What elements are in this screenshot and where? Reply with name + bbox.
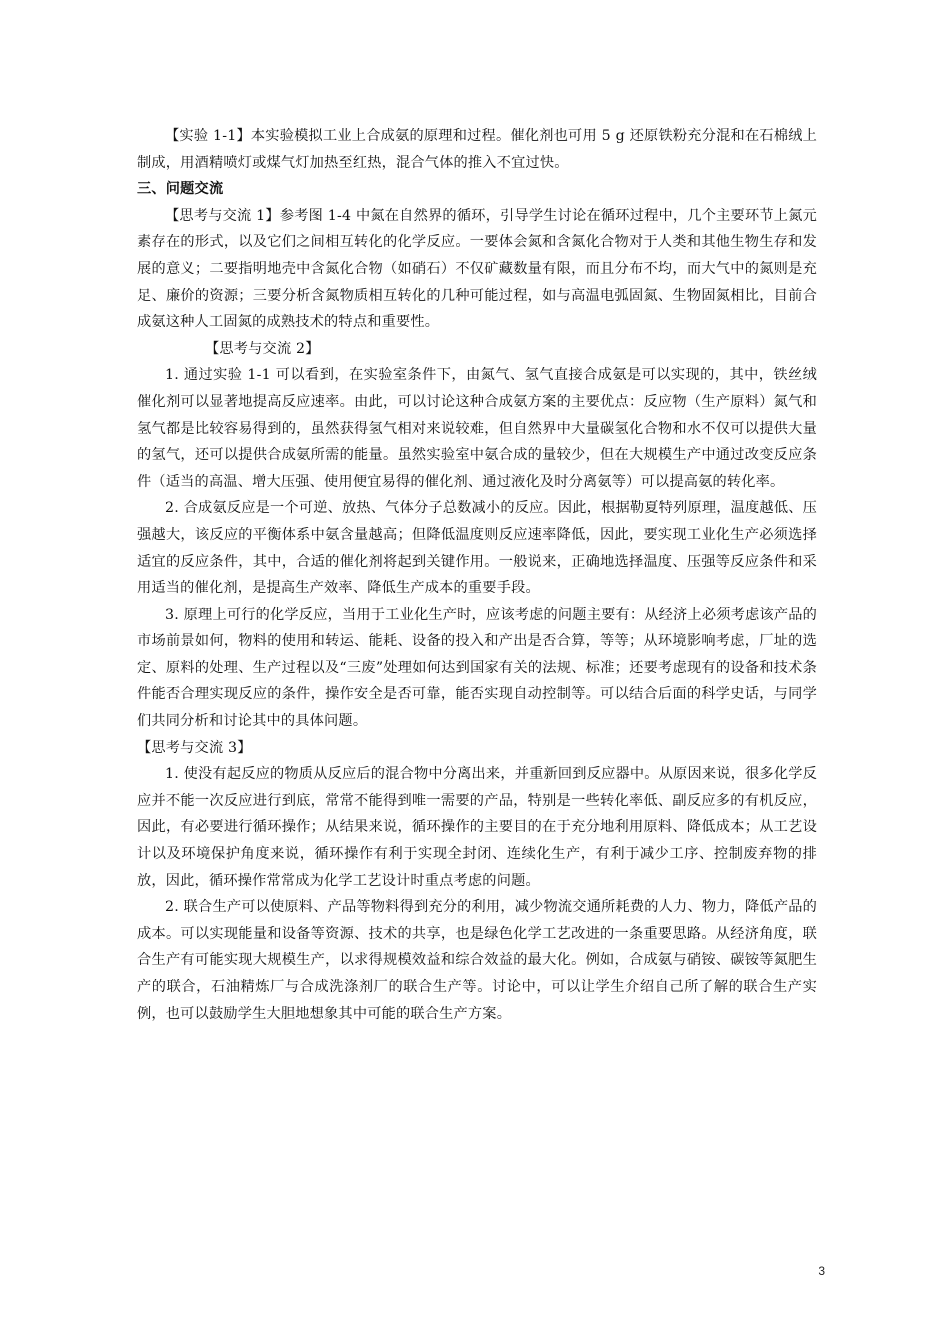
discussion-2-item-3: 3. 原理上可行的化学反应，当用于工业化生产时，应该考虑的问题主要有：从经济上必须考虑该产品的市场前景如何，物料的使用和转运、能耗、设备的投入和产出是否合算，等等；从环境影响考虑，厂址的选定、原料的处理、生产过程以及“三废”处理如何达到国家有关的法规、标准；还要考虑现有的设备和技术条件能否合理实现反应的条件，操作安全是否可靠，能否实现自动控制等。可以结合后面的科学史话，与同学们共同分析和讨论其中的具体问题。 <box>137 606 817 730</box>
discussion-1-paragraph: 【思考与交流 1】参考图 1-4 中氮在自然界的循环，引导学生讨论在循环过程中，几个主要环节上氮元素存在的形式，以及它们之间相互转化的化学反应。一要体会氮和含氮化合物对于人类和其他生物生存和发展的意义；二要指明地壳中含氮化合物（如硝石）不仅矿藏数量有限，而且分布不均，而大气中的氮则是充足、廉价的资源；三要分析含氮物质相互转化的几种可能过程，如与高温电弧固氮、生物固氮相比，目前合成氨这种人工固氮的成熟技术的特点和重要性。 <box>137 207 817 331</box>
discussion-3-item-2: 2. 联合生产可以使原料、产品等物料得到充分的利用，减少物流交通所耗费的人力、物力，降低产品的成本。可以实现能量和设备等资源、技术的共享，也是绿色化学工艺改进的一条重要思路。从经济角度，联合生产有可能实现大规模生产，以求得规模效益和综合效益的最大化。例如，合成氨与硝铵、碳铵等氮肥生产的联合，石油精炼厂与合成洗涤剂厂的联合生产等。讨论中，可以让学生介绍自己所了解的联合生产实例，也可以鼓励学生大胆地想象其中可能的联合生产方案。 <box>137 899 817 1022</box>
section-heading: 三、问题交流 <box>137 181 224 198</box>
discussion-3-heading: 【思考与交流 3】 <box>137 739 252 756</box>
discussion-2-item-1: 1. 通过实验 1-1 可以看到，在实验室条件下，由氮气、氢气直接合成氨是可以实现的，其中，铁丝绒催化剂可以显著地提高反应速率。由此，可以讨论这种合成氨方案的主要优点：反应物（生产原料）氮气和氢气都是比较容易得到的，虽然获得氢气相对来说较难，但自然界中大量碳氢化合物和水不仅可以提供大量的氢气，还可以提供合成氨所需的能量。虽然实验室中氨合成的量较少，但在大规模生产中通过改变反应条件（适当的高温、增大压强、使用便宜易得的催化剂、通过液化及时分离氨等）可以提高氨的转化率。 <box>137 367 817 490</box>
page-body <box>137 123 817 1027</box>
experiment-paragraph: 【实验 1-1】本实验模拟工业上合成氨的原理和过程。催化剂也可用 5 g 还原铁粉充分混和在石棉绒上制成，用酒精喷灯或煤气灯加热至红热，混合气体的推入不宜过快。 <box>137 128 817 171</box>
discussion-3-item-1: 1. 使没有起反应的物质从反应后的混合物中分离出来，并重新回到反应器中。从原因来说，很多化学反应并不能一次反应进行到底，常常不能得到唯一需要的产品，特别是一些转化率低、副反应多的有机反应，因此，有必要进行循环操作；从结果来说，循环操作的主要目的在于充分地利用原料、降低成本；从工艺设计以及环境保护角度来说，循环操作有利于实现全封闭、连续化生产，有利于减少工序、控制废弃物的排放，因此，循环操作常常成为化学工艺设计时重点考虑的问题。 <box>137 766 817 889</box>
discussion-2-item-2: 2. 合成氨反应是一个可逆、放热、气体分子总数减小的反应。因此，根据勒夏特列原理，温度越低、压强越大，该反应的平衡体系中氨含量越高；但降低温度则反应速率降低，因此，要实现工业化生产必须选择适宜的反应条件，其中，合适的催化剂将起到关键作用。一般说来，正确地选择温度、压强等反应条件和采用适当的催化剂，是提高生产效率、降低生产成本的重要手段。 <box>137 500 817 597</box>
discussion-2-heading: 【思考与交流 2】 <box>205 340 320 357</box>
page-number: 3 <box>818 1264 825 1278</box>
